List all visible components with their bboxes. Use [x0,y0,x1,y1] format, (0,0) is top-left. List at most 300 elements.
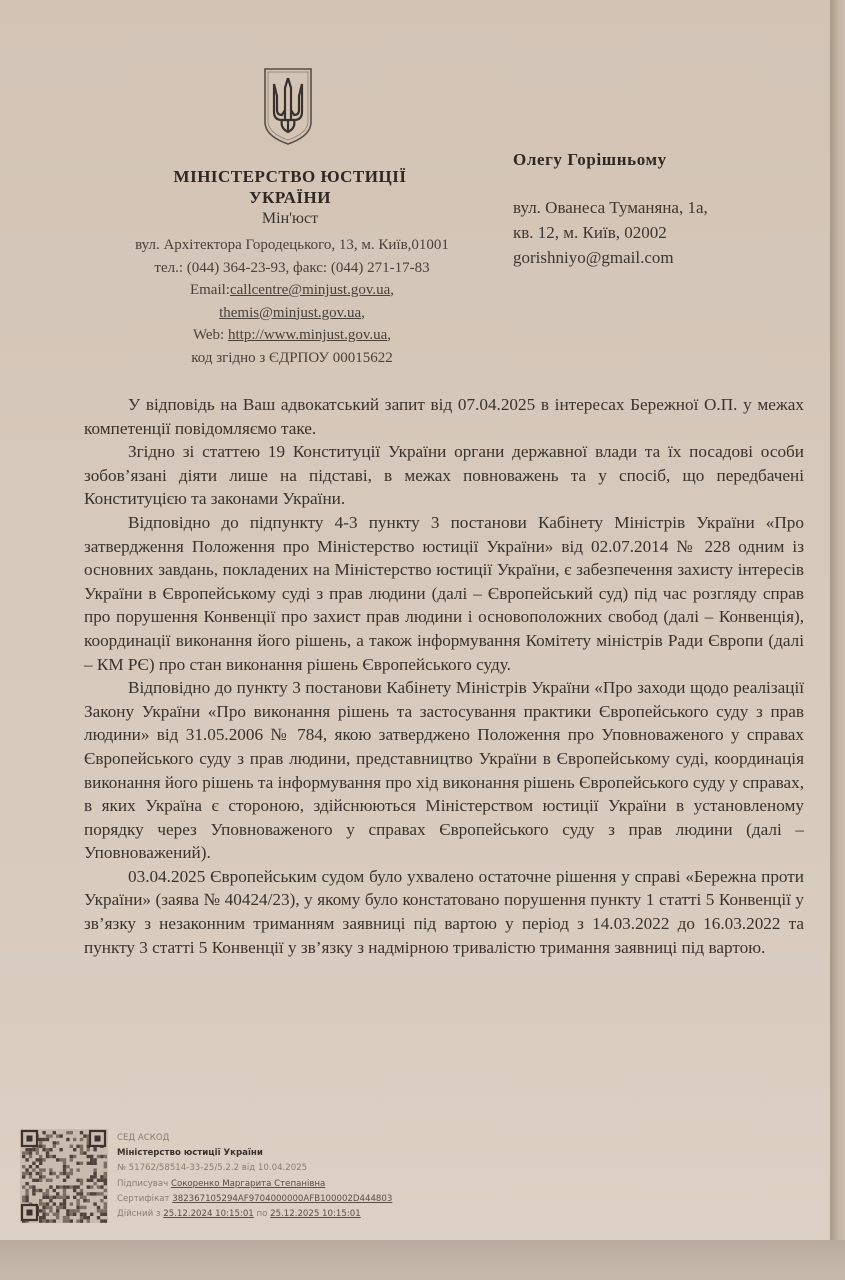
qr-module [49,1148,52,1151]
qr-module [53,1213,56,1216]
qr-module [49,1179,52,1182]
qr-module [39,1189,42,1192]
stamp-registration: № 51762/58514-33-25/5.2.2 від 10.04.2025 [117,1163,308,1174]
qr-module [104,1213,107,1216]
qr-module [29,1165,32,1168]
qr-module [32,1192,35,1195]
ministry-phone-fax: тел.: (044) 364-23-93, факс: (044) 271-17-83 [154,259,430,276]
page-edge-shadow [830,0,845,1240]
qr-module [42,1158,45,1161]
qr-module [53,1196,56,1199]
qr-module [63,1199,66,1202]
qr-module [63,1158,66,1161]
qr-module [36,1148,39,1151]
qr-module [29,1175,32,1178]
qr-module [42,1175,45,1178]
qr-module [32,1148,35,1151]
email-link-callcentre[interactable]: callcentre@minjust.gov.ua [229,282,391,298]
qr-module [59,1134,62,1137]
qr-module [66,1196,69,1199]
qr-module [76,1185,79,1188]
qr-module [56,1141,59,1144]
qr-module [80,1182,83,1185]
qr-module [73,1209,76,1212]
qr-module [80,1206,83,1209]
qr-module [80,1219,83,1222]
qr-module [70,1131,73,1134]
qr-module [70,1185,73,1188]
qr-module [42,1131,45,1134]
qr-module [100,1213,103,1216]
qr-module [100,1185,103,1188]
qr-module [53,1219,56,1222]
qr-module [90,1155,93,1158]
qr-module [73,1189,76,1192]
valid-to-label: по [253,1209,271,1220]
qr-module [87,1219,90,1222]
qr-module [49,1134,52,1137]
qr-module [36,1165,39,1168]
qr-module [93,1192,96,1195]
qr-module [104,1189,107,1192]
qr-module [80,1138,83,1141]
signer-name: Сокоренко Маргарита Степанівна [170,1178,326,1189]
email-link-themis[interactable]: themis@minjust.gov.ua [219,304,362,321]
qr-module [66,1175,69,1178]
qr-module [90,1185,93,1188]
ministry-contacts [92,234,492,369]
qr-module [70,1213,73,1216]
qr-module [100,1175,103,1178]
qr-module [66,1172,69,1175]
qr-module [80,1131,83,1134]
ministry-short-name: Мін'юст [261,210,319,227]
qr-module [39,1155,42,1158]
e-signature-stamp [20,1129,440,1225]
stamp-certificate-line [117,1192,447,1207]
qr-module [25,1199,28,1202]
qr-module [36,1158,39,1161]
qr-module [76,1199,79,1202]
qr-module [63,1165,66,1168]
qr-module [49,1196,52,1199]
qr-module [25,1182,28,1185]
qr-module [56,1196,59,1199]
qr-module [90,1192,93,1195]
qr-module [83,1199,86,1202]
qr-module [29,1155,32,1158]
qr-module [46,1189,49,1192]
qr-module [100,1219,103,1222]
qr-module [97,1192,100,1195]
qr-module [90,1162,93,1165]
qr-module [53,1202,56,1205]
qr-module [73,1213,76,1216]
qr-module [80,1196,83,1199]
qr-module [63,1206,66,1209]
addressee-email: gorishniyo@gmail.com [513,248,674,267]
qr-module [32,1168,35,1171]
qr-module [39,1138,42,1141]
qr-module [90,1179,93,1182]
web-link[interactable]: http://www.minjust.gov.ua [227,327,388,343]
qr-module [97,1185,100,1188]
qr-module [56,1175,59,1178]
qr-module [90,1175,93,1178]
addressee-name: Олегу Горішньому [513,150,667,169]
qr-module [49,1209,52,1212]
qr-module [87,1179,90,1182]
qr-module [73,1148,76,1151]
qr-module [70,1219,73,1222]
qr-module [66,1131,69,1134]
qr-module [63,1202,66,1205]
punctuation: , [390,282,395,298]
qr-module [76,1219,79,1222]
qr-module [49,1206,52,1209]
qr-module [22,1175,25,1178]
qr-module [80,1192,83,1195]
qr-module [36,1151,39,1154]
web-label: Web: [192,327,228,343]
qr-module [87,1185,90,1188]
ministry-edrpou: код згідно з ЄДРПОУ 00015622 [191,349,393,366]
qr-module [66,1213,69,1216]
qr-module [39,1219,42,1222]
qr-module [66,1185,69,1188]
qr-module [83,1216,86,1219]
qr-module [36,1189,39,1192]
qr-module [100,1179,103,1182]
qr-module [100,1209,103,1212]
qr-module [42,1168,45,1171]
qr-module [63,1192,66,1195]
qr-module [93,1162,96,1165]
background-surface [0,1240,845,1280]
qr-module [49,1155,52,1158]
qr-module [70,1145,73,1148]
qr-module [22,1155,25,1158]
qr-module [53,1172,56,1175]
qr-module [49,1185,52,1188]
qr-module [59,1148,62,1151]
body-paragraph: Відповідно до пункту 3 постанови Кабінету Міністрів України «Про заходи щодо реалізації Закону України «Про виконання рішень та застосування практики Європейського суду з прав людини» від 31.05.2006 № 784, якою затверджено Положення про Уповноваженого у справах Європейського суду з прав людини, представництво України в Європейському суді, координація виконання його рішень та інформування про хід виконання рішень Європейського суду у справах, в яких Україна є стороною, здійснюються Міністерством юстиції України в установленому порядку через Уповноваженого у справах Європейського суду з прав людини (далі – Уповноважений). [84,678,804,863]
qr-module [49,1199,52,1202]
qr-module [42,1216,45,1219]
qr-module [42,1138,45,1141]
coat-of-arms-icon [262,66,314,146]
qr-module [46,1138,49,1141]
qr-module [22,1165,25,1168]
qr-module [104,1182,107,1185]
addressee-block [513,150,813,270]
qr-module [73,1185,76,1188]
qr-module [70,1172,73,1175]
qr-module [97,1216,100,1219]
qr-module [56,1216,59,1219]
ministry-name-line1: МІНІСТЕРСТВО ЮСТИЦІЇ [173,167,407,186]
qr-module [66,1209,69,1212]
qr-finder-center [27,1210,33,1216]
qr-module [39,1216,42,1219]
qr-module [104,1175,107,1178]
qr-module [42,1209,45,1212]
qr-module [66,1165,69,1168]
qr-module [63,1168,66,1171]
valid-from: 25.12.2024 10:15:01 [163,1209,254,1220]
qr-module [93,1172,96,1175]
qr-module [56,1134,59,1137]
qr-module [25,1168,28,1171]
email-label: Email: [189,282,230,298]
qr-module [42,1145,45,1148]
qr-module [83,1213,86,1216]
qr-finder-center [27,1136,33,1142]
stamp-organization: Міністерство юстиції України [117,1148,263,1159]
qr-module [104,1165,107,1168]
qr-module [66,1138,69,1141]
qr-module [22,1172,25,1175]
punctuation: , [387,327,392,343]
qr-module [59,1196,62,1199]
qr-module [93,1182,96,1185]
qr-module [100,1199,103,1202]
qr-module [73,1155,76,1158]
ministry-name-line2: УКРАЇНИ [249,188,331,207]
qr-module [93,1148,96,1151]
stamp-validity-line [117,1207,447,1222]
addressee-street: вул. Ованеса Туманяна, 1а, [513,198,708,217]
signer-label: Підписувач [117,1178,171,1189]
qr-module [104,1219,107,1222]
qr-module [25,1192,28,1195]
qr-module [59,1202,62,1205]
qr-module [83,1151,86,1154]
qr-module [63,1172,66,1175]
qr-module [42,1219,45,1222]
qr-module [87,1148,90,1151]
qr-module [104,1172,107,1175]
qr-module [76,1168,79,1171]
qr-module [32,1189,35,1192]
qr-module [22,1196,25,1199]
qr-code-icon [20,1129,108,1223]
qr-module [80,1179,83,1182]
qr-module [56,1209,59,1212]
qr-module [76,1209,79,1212]
ministry-address: вул. Архітектора Городецького, 13, м. Київ,01001 [135,237,449,253]
qr-module [97,1209,100,1212]
qr-module [104,1206,107,1209]
qr-module [63,1196,66,1199]
qr-module [59,1158,62,1161]
qr-module [53,1141,56,1144]
qr-module [63,1216,66,1219]
qr-module [32,1162,35,1165]
qr-module [80,1148,83,1151]
qr-module [104,1209,107,1212]
qr-module [90,1213,93,1216]
qr-module [66,1216,69,1219]
qr-module [42,1148,45,1151]
qr-module [46,1179,49,1182]
qr-module [39,1175,42,1178]
qr-module [46,1134,49,1137]
qr-module [46,1202,49,1205]
qr-module [63,1189,66,1192]
qr-module [46,1213,49,1216]
qr-module [39,1179,42,1182]
body-paragraph: У відповідь на Ваш адвокатський запит від 07.04.2025 в інтересах Бережної О.П. у межах компетенції повідомляємо таке. [84,395,804,438]
qr-module [25,1148,28,1151]
qr-module [46,1151,49,1154]
qr-module [22,1185,25,1188]
qr-module [29,1185,32,1188]
certificate-label: Сертифікат [117,1193,173,1204]
stamp-system: СЕД АСКОД [117,1133,170,1143]
qr-module [42,1206,45,1209]
qr-module [56,1192,59,1195]
qr-module [39,1158,42,1161]
letter-body [84,393,804,959]
qr-module [49,1219,52,1222]
qr-module [29,1148,32,1151]
ministry-web-line [92,324,492,347]
qr-module [29,1151,32,1154]
qr-module [63,1162,66,1165]
qr-module [104,1202,107,1205]
ministry-heading [100,166,480,230]
qr-module [25,1189,28,1192]
body-paragraph: 03.04.2025 Європейським судом було ухвалено остаточне рішення у справі «Бережна проти України» (заява № 40424/23), у якому було констатовано порушення пункту 1 статті 5 Конвенції у зв’язку з незаконним триманням заявниці під вартою у період з 14.03.2022 до 16.03.2022 та пункту 3 статті 5 Конвенції у зв’язку з надмірною тривалістю тримання заявниці під вартою. [84,866,804,957]
qr-module [70,1202,73,1205]
qr-module [93,1158,96,1161]
addressee-city: кв. 12, м. Київ, 02002 [513,223,667,242]
qr-module [25,1172,28,1175]
qr-module [97,1155,100,1158]
qr-module [70,1209,73,1212]
certificate-number: 382367105294AF9704000000AFB100002D444803 [172,1193,393,1204]
qr-module [39,1172,42,1175]
qr-module [42,1202,45,1205]
qr-module [42,1213,45,1216]
qr-module [22,1199,25,1202]
qr-module [32,1185,35,1188]
qr-module [56,1185,59,1188]
qr-module [53,1155,56,1158]
qr-module [63,1219,66,1222]
qr-module [46,1206,49,1209]
qr-module [87,1162,90,1165]
ministry-email-line2 [92,302,492,325]
qr-module [22,1151,25,1154]
qr-module [80,1213,83,1216]
qr-module [104,1155,107,1158]
qr-module [46,1196,49,1199]
body-paragraph: Згідно зі статтею 19 Конституції України органи державної влади та їх посадові особи зобов’язані діяти лише на підставі, в межах повноважень та у спосіб, що передбачені Конституцією та законами України. [84,442,804,509]
qr-module [87,1199,90,1202]
qr-module [56,1206,59,1209]
qr-module [70,1168,73,1171]
qr-module [46,1219,49,1222]
qr-module [63,1179,66,1182]
qr-module [49,1168,52,1171]
qr-module [53,1131,56,1134]
qr-module [87,1216,90,1219]
qr-module [97,1206,100,1209]
qr-module [53,1189,56,1192]
punctuation: , [361,304,365,321]
qr-module [73,1138,76,1141]
qr-module [100,1192,103,1195]
qr-module [29,1172,32,1175]
qr-module [80,1216,83,1219]
qr-module [93,1202,96,1205]
body-paragraph: Відповідно до підпункту 4-3 пункту 3 постанови Кабінету Міністрів України «Про затвердження Положення про Міністерство юстиції України» від 02.07.2014 № 228 одним із основних завдань, покладених на Міністерство юстиції України, є забезпечення захисту інтересів України в Європейському суді з прав людини (далі – Європейський суд) під час розгляду справ про порушення Конвенції про захист прав людини і основоположних свобод (далі – Конвенція), координації виконання його рішень, а також інформування Комітету міністрів Ради Європи (далі – КМ РЄ) про стан виконання рішень Європейського суду. [84,512,804,674]
qr-module [49,1172,52,1175]
qr-module [39,1168,42,1171]
qr-module [46,1155,49,1158]
qr-module [80,1189,83,1192]
qr-module [36,1179,39,1182]
qr-module [83,1134,86,1137]
qr-module [56,1213,59,1216]
qr-module [66,1219,69,1222]
qr-module [80,1145,83,1148]
qr-module [56,1158,59,1161]
valid-to: 25.12.2025 10:15:01 [270,1209,361,1220]
qr-module [76,1202,79,1205]
qr-module [42,1196,45,1199]
qr-module [70,1155,73,1158]
qr-module [73,1196,76,1199]
qr-module [100,1155,103,1158]
qr-module [39,1202,42,1205]
qr-module [80,1162,83,1165]
qr-module [97,1179,100,1182]
qr-module [70,1158,73,1161]
qr-module [53,1145,56,1148]
qr-module [83,1196,86,1199]
qr-finder-center [95,1136,101,1142]
qr-module [59,1185,62,1188]
qr-module [80,1151,83,1154]
qr-module [87,1192,90,1195]
valid-label: Дійсний з [117,1209,164,1220]
qr-module [25,1151,28,1154]
qr-module [39,1199,42,1202]
qr-module [104,1196,107,1199]
qr-module [46,1148,49,1151]
qr-module [76,1162,79,1165]
qr-module [104,1162,107,1165]
qr-module [25,1196,28,1199]
qr-module [63,1185,66,1188]
qr-module [83,1206,86,1209]
qr-module [93,1168,96,1171]
qr-module [76,1145,79,1148]
qr-module [39,1162,42,1165]
ministry-email-line1 [92,279,492,302]
qr-module [39,1141,42,1144]
qr-module [87,1155,90,1158]
qr-module [76,1192,79,1195]
qr-module [39,1209,42,1212]
qr-module [39,1145,42,1148]
qr-module [59,1206,62,1209]
qr-module [36,1172,39,1175]
qr-module [93,1175,96,1178]
